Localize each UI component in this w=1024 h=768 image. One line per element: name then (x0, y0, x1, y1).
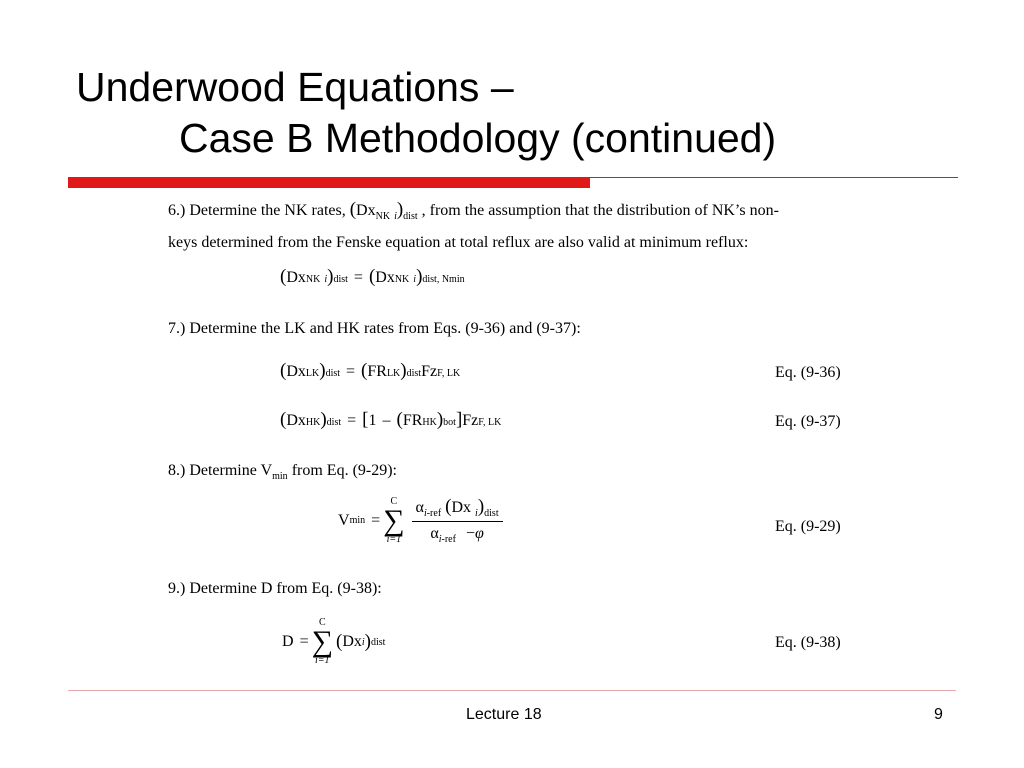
title-accent-bar (68, 177, 590, 188)
distillate-equation (282, 618, 385, 666)
subscript: i (475, 508, 478, 519)
step-9-text: 9.) Determine D from Eq. (9-38): (168, 580, 382, 597)
step-6-suffix: , from the assumption that the distribution of NK’s non- (421, 202, 779, 219)
alpha-symbol: α (415, 499, 424, 516)
step-6-text (168, 197, 888, 256)
paren: ( (280, 360, 287, 381)
paren: ( (349, 199, 357, 220)
summation-upper-limit: C (390, 495, 398, 507)
dx-symbol: Dx (342, 633, 362, 650)
subscript: i (324, 274, 328, 285)
paren: ) (320, 409, 327, 430)
equation-label-9-36: Eq. (9-36) (775, 364, 841, 381)
title-line-2: Case B Methodology (continued) (179, 115, 777, 161)
summation-lower-limit: i=1 (386, 533, 402, 545)
subscript: dist, Nmin (422, 274, 465, 285)
paren: ) (477, 496, 485, 517)
step-7-text: 7.) Determine the LK and HK rates from Eqs. (9-36) and (9-37): (168, 320, 581, 337)
subscript: min (349, 515, 366, 526)
subscript: LK (305, 368, 320, 379)
v-symbol: V (338, 511, 350, 529)
fr-symbol: FR (367, 363, 387, 380)
fraction-numerator (412, 496, 503, 522)
paren: ) (436, 409, 444, 430)
bracket: [ (362, 409, 369, 430)
hk-rate-equation (280, 409, 501, 431)
subscript: dist (326, 417, 342, 428)
subscript: LK (386, 368, 401, 379)
subscript: i (438, 534, 442, 545)
step-6-line-2: keys determined from the Fenske equation at total reflux are also valid at minimum reflux: (168, 234, 749, 251)
equals-sign: = (299, 633, 309, 650)
subscript: F, LK (478, 417, 502, 428)
subscript: i (394, 211, 397, 222)
equals-sign: = (346, 363, 356, 380)
paren: ( (445, 496, 452, 517)
dx-symbol: Dx (286, 412, 306, 429)
paren: ( (280, 409, 287, 430)
step-6-prefix: 6.) Determine the NK rates, (168, 202, 346, 219)
vmin-equation (338, 496, 507, 545)
paren: ) (319, 360, 326, 381)
subscript: NK (375, 211, 391, 222)
slide-title (76, 62, 776, 164)
step-8-text (168, 458, 888, 490)
sigma-symbol: ∑ (383, 503, 405, 537)
paren: ( (396, 409, 403, 430)
paren: ) (416, 266, 423, 287)
page-number: 9 (934, 706, 943, 723)
phi-symbol: φ (474, 525, 484, 542)
subscript: NK (305, 274, 321, 285)
step-8-prefix: 8.) Determine V (168, 462, 273, 479)
equals-sign: = (347, 412, 357, 429)
fz-symbol: Fz (462, 412, 479, 429)
subscript: dist (403, 211, 418, 222)
footer-lecture-label: Lecture 18 (466, 706, 542, 723)
subscript: dist (484, 508, 499, 519)
equation-label-9-38: Eq. (9-38) (775, 634, 841, 651)
fz-symbol: Fz (421, 363, 438, 380)
dx-symbol: Dx (286, 363, 306, 380)
paren: ( (335, 631, 343, 652)
equation-label-9-37: Eq. (9-37) (775, 413, 841, 430)
summation (312, 618, 333, 666)
alpha-symbol: α (430, 525, 439, 542)
paren: ( (368, 266, 376, 287)
subscript: min (272, 471, 288, 482)
paren: ( (361, 360, 368, 381)
subscript: -ref (426, 508, 442, 519)
equation-label-9-29: Eq. (9-29) (775, 518, 841, 535)
subscript: dist (370, 636, 386, 648)
equals-sign: = (353, 269, 363, 286)
lk-rate-equation (280, 360, 460, 382)
dx-symbol: Dx (286, 269, 306, 286)
title-line-1: Underwood Equations – (76, 64, 514, 110)
summation-upper-limit: C (318, 617, 326, 628)
paren: ) (396, 199, 404, 220)
subscript: -ref (441, 534, 456, 545)
fr-symbol: FR (402, 412, 423, 429)
subscript: NK (394, 274, 410, 285)
subscript: i (423, 508, 427, 519)
subscript: dist (406, 368, 422, 379)
dx-symbol: Dx (451, 499, 472, 516)
paren: ( (280, 266, 287, 287)
sigma-symbol: ∑ (311, 625, 333, 658)
paren: ) (400, 360, 407, 381)
fraction (412, 496, 503, 545)
summation-lower-limit: i=1 (315, 655, 330, 666)
paren: ) (327, 266, 334, 287)
subscript: HK (422, 417, 437, 428)
title-divider-line (590, 177, 958, 178)
bracket: ] (455, 409, 463, 430)
equals-sign: = (371, 511, 381, 529)
subscript: dist (325, 368, 341, 379)
subscript: i (361, 636, 365, 648)
subscript: dist (333, 274, 348, 285)
subscript: F, LK (437, 368, 461, 379)
minus-sign: – (382, 412, 391, 429)
subscript: bot (443, 417, 456, 428)
footer-divider-line (68, 690, 956, 691)
nk-rate-equation (280, 266, 465, 288)
minus-sign: − (465, 525, 475, 542)
subscript: HK (305, 417, 321, 428)
paren: ) (364, 631, 371, 652)
d-symbol: D (282, 633, 294, 650)
subscript: i (413, 274, 417, 285)
dx-symbol: Dx (356, 202, 376, 219)
dx-symbol: Dx (375, 269, 395, 286)
summation (383, 497, 404, 545)
one-symbol: 1 (368, 412, 377, 429)
step-8-suffix: from Eq. (9-29): (287, 462, 397, 479)
fraction-denominator (430, 522, 484, 545)
